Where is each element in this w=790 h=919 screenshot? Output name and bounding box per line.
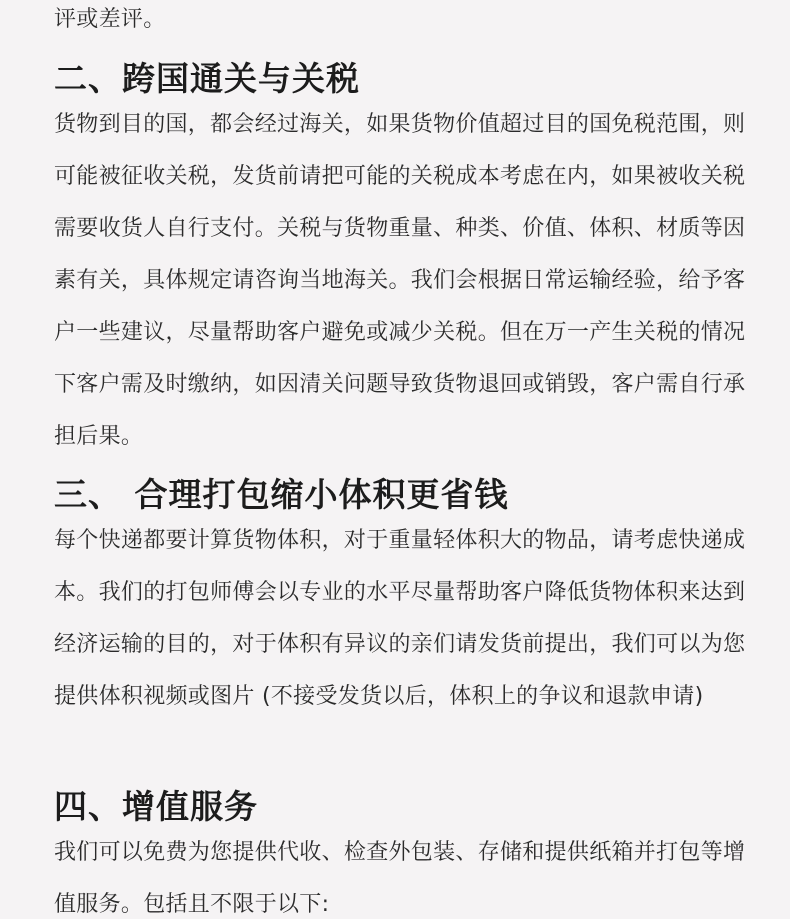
paragraph-continuation: 评或差评。 <box>54 7 166 32</box>
section-heading-packing: 三、 合理打包缩小体积更省钱 <box>54 475 509 514</box>
section-heading-value-added: 四、增值服务 <box>54 787 258 826</box>
section-body-packing: 每个快递都要计算货物体积，对于重量轻体积大的物品，请考虑快递成本。我们的打包师傅会以专业的水平尽量帮助客户降低货物体积来达到经济运输的目的，对于体积有异议的亲们请发货前提出，我们可以为您提供体积视频或图片 (不接受发货以后，体积上的争议和退款申请) <box>54 528 746 709</box>
section-body-value-added: 我们可以免费为您提供代收、检查外包装、存储和提供纸箱并打包等增值服务。包括且不限于以下: <box>54 840 746 917</box>
section-body-customs: 货物到目的国，都会经过海关，如果货物价值超过目的国免税范围，则可能被征收关税，发货前请把可能的关税成本考虑在内，如果被收关税需要收货人自行支付。关税与货物重量、种类、价值、体积、材质等因素有关，具体规定请咨询当地海关。我们会根据日常运输经验，给予客户一些建议，尽量帮助客户避免或减少关税。但在万一产生关税的情况下客户需及时缴纳，如因清关问题导致货物退回或销毁，客户需自行承担后果。 <box>54 112 746 449</box>
section-heading-customs: 二、跨国通关与关税 <box>54 59 360 98</box>
